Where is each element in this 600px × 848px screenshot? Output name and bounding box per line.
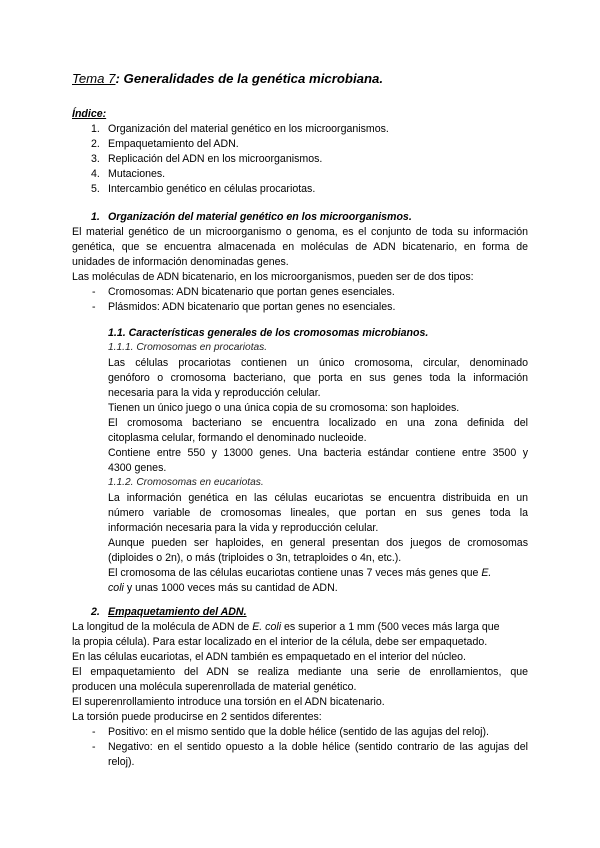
s2-a-line2: la propia célula). Para estar localizado en el interior de la célula, debe ser empaquetado. bbox=[72, 636, 488, 648]
subsection-1-1-2: 1.1.2. Cromosomas en eucariotas. bbox=[108, 477, 264, 488]
index-item-2: Empaquetamiento del ADN. bbox=[108, 138, 239, 150]
index-item-1: Organización del material genético en los microorganismos. bbox=[108, 123, 389, 135]
s2-a-ecoli: E. coli bbox=[252, 621, 282, 633]
bullet-dash: - bbox=[92, 301, 96, 313]
s11-g-line2 bbox=[108, 580, 338, 596]
index-item-3: Replicación del ADN en los microorganismos. bbox=[108, 153, 323, 165]
section-2-heading: Empaquetamiento del ADN. bbox=[108, 606, 247, 618]
s11-c-line2: citoplasma celular, formando el denominado nucleoide. bbox=[108, 432, 367, 444]
index-item-5: Intercambio genético en células procariotas. bbox=[108, 183, 316, 195]
s2-bullet-1: Positivo: en el mismo sentido que la doble hélice (sentido de las agujas del reloj). bbox=[108, 726, 490, 738]
s11-b: Tienen un único juego o una única copia de su cromosoma: son haploides. bbox=[108, 402, 460, 414]
s11-e-line2: número variable de cromosomas lineales, que portan en sus genes toda la bbox=[108, 507, 528, 519]
s2-b: En las células eucariotas, el ADN también es empaquetado en el interior del núcleo. bbox=[72, 651, 466, 663]
s2-c-line2: producen una molécula superenrollada de material genético. bbox=[72, 681, 357, 693]
s2-a-pre: La longitud de la molécula de ADN de bbox=[72, 621, 253, 633]
s11-a-line3: necesaria para la vida y reproducción celular. bbox=[108, 387, 321, 399]
s2-d: El superenrollamiento introduce una torsión en el ADN bicatenario. bbox=[72, 696, 385, 708]
s11-g-text: El cromosoma de las células eucariotas contiene unas 7 veces más genes que bbox=[108, 567, 479, 579]
index-item-4: Mutaciones. bbox=[108, 168, 166, 180]
title-text: : Generalidades de la genética microbiana. bbox=[115, 71, 384, 86]
s11-f-line2: (diploides o 2n), o más (triploides o 3n, tetraploides o 4n, etc.). bbox=[108, 552, 402, 564]
s11-c-line1: El cromosoma bacteriano se encuentra localizado en una zona definida del bbox=[108, 417, 528, 429]
s11-g-coli: coli bbox=[108, 582, 124, 594]
index-num-5: 5. bbox=[91, 183, 100, 195]
section-1-number: 1. bbox=[91, 211, 100, 223]
index-num-2: 2. bbox=[91, 138, 100, 150]
s11-f-line1: Aunque pueden ser haploides, en general presentan dos juegos de cromosomas bbox=[108, 537, 528, 549]
s11-d-line1: Contiene entre 550 y 13000 genes. Una bacteria estándar contiene entre 3500 y bbox=[108, 447, 528, 459]
s11-e-line3: información necesaria para la vida y reproducción celular. bbox=[108, 522, 379, 534]
s11-a-line2: genóforo o cromosoma bacteriano, que porta en sus genes toda la información bbox=[108, 372, 528, 384]
section-2-number: 2. bbox=[91, 606, 100, 618]
s2-c-line1: El empaquetamiento del ADN se realiza mediante una serie de enrollamientos, que bbox=[72, 666, 528, 678]
s1-p1-line2: genética, que se encuentra almacenada en moléculas de ADN bicatenario, en forma de bbox=[72, 241, 528, 253]
s11-g-rest: y unas 1000 veces más su cantidad de ADN. bbox=[123, 582, 338, 594]
s1-bullet-1: Cromosomas: ADN bicatenario que portan genes esenciales. bbox=[108, 286, 395, 298]
s2-a-post: es superior a 1 mm (500 veces más larga que bbox=[281, 621, 500, 633]
title-prefix: Tema 7 bbox=[72, 71, 116, 86]
s2-a-line1 bbox=[72, 619, 500, 635]
index-num-3: 3. bbox=[91, 153, 100, 165]
s2-e: La torsión puede producirse en 2 sentidos diferentes: bbox=[72, 711, 322, 723]
page-title bbox=[72, 71, 383, 86]
s11-g-line1 bbox=[108, 565, 528, 581]
bullet-dash: - bbox=[92, 286, 96, 298]
s11-a-line1: Las células procariotas contienen un único cromosoma, circular, denominado bbox=[108, 357, 528, 369]
s1-p1-line1: El material genético de un microorganismo o genoma, es el conjunto de toda su información bbox=[72, 226, 528, 238]
section-1-1-heading: 1.1. Características generales de los cromosomas microbianos. bbox=[108, 327, 429, 339]
bullet-dash: - bbox=[92, 741, 96, 753]
index-num-1: 1. bbox=[91, 123, 100, 135]
s1-p2: Las moléculas de ADN bicatenario, en los microorganismos, pueden ser de dos tipos: bbox=[72, 271, 474, 283]
section-1-heading: Organización del material genético en los microorganismos. bbox=[108, 211, 412, 223]
index-label: Índice: bbox=[72, 108, 107, 120]
subsection-1-1-1: 1.1.1. Cromosomas en procariotas. bbox=[108, 342, 268, 353]
s1-bullet-2: Plásmidos: ADN bicatenario que portan genes no esenciales. bbox=[108, 301, 396, 313]
s2-bullet-2-line1: Negativo: en el sentido opuesto a la doble hélice (sentido contrario de las agujas del bbox=[108, 741, 528, 753]
s11-g-ecoli-e: E. bbox=[481, 567, 492, 579]
index-num-4: 4. bbox=[91, 168, 100, 180]
s11-e-line1: La información genética en las células eucariotas se encuentra distribuida en un bbox=[108, 492, 528, 504]
s2-bullet-2-line2: reloj). bbox=[108, 756, 135, 768]
s11-d-line2: 4300 genes. bbox=[108, 462, 167, 474]
bullet-dash: - bbox=[92, 726, 96, 738]
s1-p1-line3: unidades de información denominadas genes. bbox=[72, 256, 289, 268]
